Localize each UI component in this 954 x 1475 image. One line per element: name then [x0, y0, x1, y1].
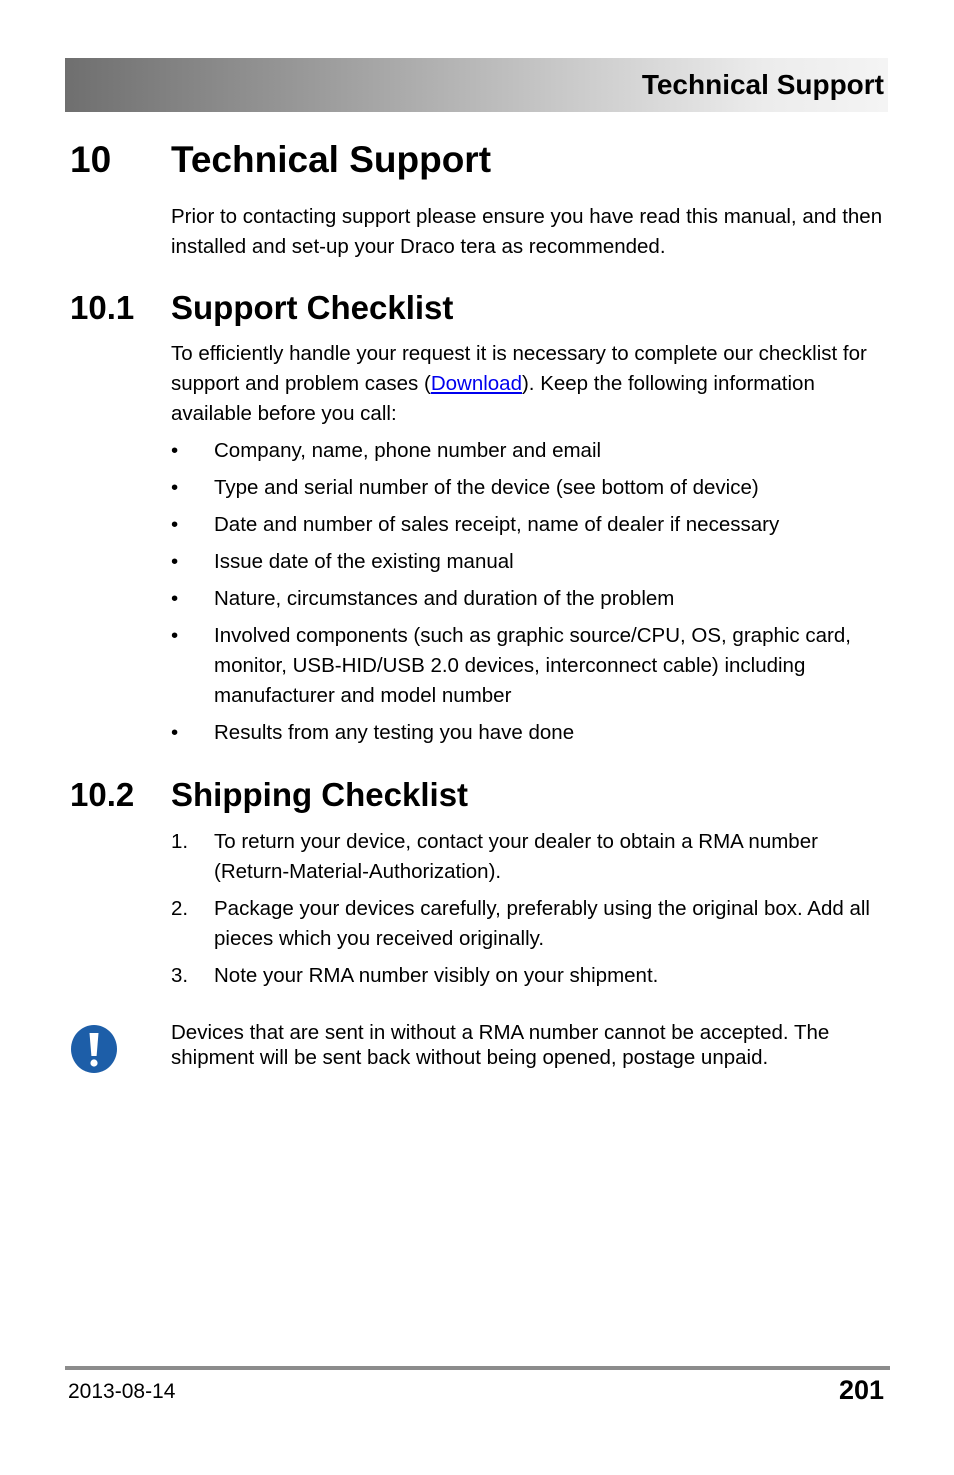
chapter-title: Technical Support [171, 139, 492, 180]
step-number: 2. [171, 897, 189, 920]
bullet: • [171, 476, 179, 499]
bullet: • [171, 439, 179, 462]
list-item [171, 547, 891, 577]
support-checklist-intro [171, 339, 891, 429]
section-title: Shipping Checklist [171, 776, 469, 813]
running-header-bar [65, 58, 888, 112]
list-item [171, 584, 891, 614]
list-item [171, 510, 891, 540]
list-item [171, 473, 891, 503]
bullet: • [171, 550, 179, 573]
step-text: To return your device, contact your dealer to obtain a RMA number (Return-Material-Authorization). [214, 830, 818, 883]
list-item-text: Type and serial number of the device (see bottom of device) [214, 476, 759, 499]
intro-text-after-link: ). Keep the following information available before you call: [171, 372, 815, 425]
list-item [171, 718, 891, 748]
running-header-title: Technical Support [641, 69, 884, 100]
step-number: 3. [171, 964, 189, 987]
footer-date: 2013-08-14 [68, 1380, 176, 1403]
bullet: • [171, 624, 179, 647]
notice-text: Devices that are sent in without a RMA number cannot be accepted. The shipment will be sent back without being opened, postage unpaid. [171, 1021, 830, 1069]
list-item-text: Date and number of sales receipt, name of dealer if necessary [214, 513, 780, 536]
exclamation-icon [70, 1024, 118, 1074]
list-item [171, 827, 891, 887]
step-number: 1. [171, 830, 189, 853]
list-item-text: Issue date of the existing manual [214, 550, 514, 573]
chapter-heading [70, 138, 491, 182]
list-item [171, 621, 891, 711]
bullet: • [171, 721, 179, 744]
chapter-intro: Prior to contacting support please ensure you have read this manual, and then installed and set-up your Draco tera as recommended. [171, 205, 883, 258]
shipping-checklist-list [171, 827, 891, 998]
bullet: • [171, 513, 179, 536]
support-checklist-list [171, 436, 891, 755]
footer-divider [65, 1366, 890, 1370]
list-item [171, 436, 891, 466]
list-item-text: Nature, circumstances and duration of the problem [214, 587, 675, 610]
chapter-number: 10 [70, 139, 112, 180]
list-item-text: Results from any testing you have done [214, 721, 575, 744]
section-heading-support-checklist [70, 288, 453, 328]
section-number: 10.2 [70, 776, 135, 813]
section-title: Support Checklist [171, 289, 454, 326]
list-item [171, 961, 891, 991]
list-item-text: Company, name, phone number and email [214, 439, 602, 462]
bullet: • [171, 587, 179, 610]
page-number: 201 [838, 1375, 884, 1405]
section-number: 10.1 [70, 289, 135, 326]
list-item-text: Involved components (such as graphic source/CPU, OS, graphic card, monitor, USB-HID/USB 2.0 devices, interconnect cable) including manufacturer and model number [214, 624, 851, 707]
step-text: Package your devices carefully, preferably using the original box. Add all pieces which you received originally. [214, 897, 870, 950]
download-link[interactable]: Download [430, 372, 522, 395]
intro-text-before-link: To efficiently handle your request it is necessary to complete our checklist for support and problem cases ( [171, 342, 867, 395]
step-text: Note your RMA number visibly on your shipment. [214, 964, 659, 987]
list-item [171, 894, 891, 954]
section-heading-shipping-checklist [70, 775, 468, 815]
